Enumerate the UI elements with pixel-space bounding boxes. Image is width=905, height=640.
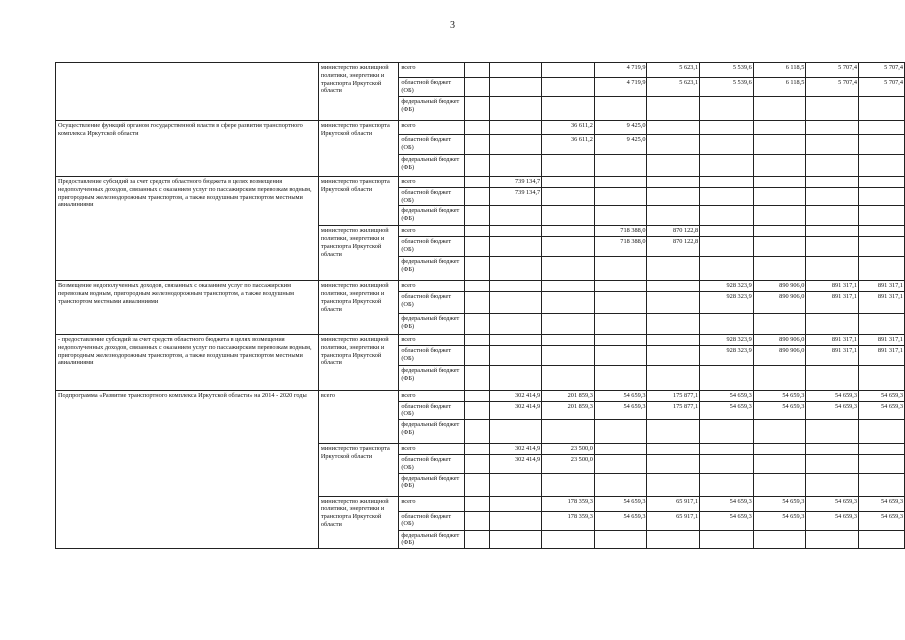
amount-cell — [700, 121, 754, 135]
amount-cell — [647, 206, 700, 226]
amount-cell: 178 359,3 — [542, 496, 595, 511]
amount-cell: 302 414,9 — [489, 454, 542, 473]
executor-cell: министерство жилищной политики, энергетики и транспорта Иркутской области — [318, 496, 398, 549]
funding-source-cell: всего — [399, 226, 465, 237]
funding-source-cell: всего — [399, 334, 465, 345]
amount-cell — [859, 444, 905, 455]
amount-cell: 4 719,9 — [594, 78, 647, 97]
amount-cell — [859, 187, 905, 206]
amount-cell — [594, 257, 647, 281]
funding-source-cell: областной бюджет (ОБ) — [399, 237, 465, 257]
amount-cell: 175 877,1 — [647, 390, 700, 401]
amount-cell — [700, 444, 754, 455]
amount-cell — [753, 237, 806, 257]
amount-cell — [647, 420, 700, 444]
funding-source-cell: всего — [399, 121, 465, 135]
amount-cell — [806, 530, 859, 549]
amount-cell: 5 623,1 — [647, 78, 700, 97]
amount-cell — [700, 177, 754, 188]
blank-cell — [465, 78, 489, 97]
amount-cell: 54 659,3 — [753, 401, 806, 420]
measure-description: Осуществление функций органом государственной власти в сфере развития транспортного комплекса Иркутской области — [56, 121, 319, 177]
amount-cell: 5 707,4 — [859, 78, 905, 97]
amount-cell — [753, 226, 806, 237]
amount-cell: 5 707,4 — [806, 63, 859, 78]
amount-cell: 928 323,9 — [700, 334, 754, 345]
amount-cell — [542, 97, 595, 121]
amount-cell: 36 611,2 — [542, 121, 595, 135]
amount-cell — [489, 78, 542, 97]
amount-cell — [753, 187, 806, 206]
funding-source-cell: федеральный бюджет (ФБ) — [399, 155, 465, 177]
amount-cell — [859, 420, 905, 444]
blank-cell — [465, 226, 489, 237]
amount-cell — [489, 291, 542, 313]
amount-cell — [489, 63, 542, 78]
amount-cell — [753, 177, 806, 188]
amount-cell — [542, 334, 595, 345]
amount-cell — [806, 257, 859, 281]
amount-cell — [647, 365, 700, 390]
blank-cell — [465, 313, 489, 334]
amount-cell: 54 659,3 — [806, 390, 859, 401]
table-row — [56, 121, 905, 135]
amount-cell — [806, 121, 859, 135]
amount-cell — [489, 97, 542, 121]
amount-cell: 36 611,2 — [542, 135, 595, 155]
amount-cell — [594, 291, 647, 313]
amount-cell — [542, 345, 595, 365]
amount-cell — [753, 97, 806, 121]
amount-cell — [700, 135, 754, 155]
amount-cell — [542, 365, 595, 390]
blank-cell — [465, 177, 489, 188]
blank-cell — [465, 257, 489, 281]
amount-cell: 890 906,0 — [753, 281, 806, 292]
amount-cell: 9 425,0 — [594, 135, 647, 155]
measure-description: Подпрограмма «Развитие транспортного комплекса Иркутской области» на 2014 - 2020 годы — [56, 390, 319, 548]
amount-cell: 65 917,1 — [647, 496, 700, 511]
amount-cell — [594, 206, 647, 226]
amount-cell — [594, 97, 647, 121]
amount-cell — [806, 177, 859, 188]
amount-cell — [700, 187, 754, 206]
executor-cell: министерство жилищной политики, энергетики и транспорта Иркутской области — [318, 281, 398, 335]
amount-cell: 718 388,0 — [594, 237, 647, 257]
amount-cell — [700, 237, 754, 257]
blank-cell — [465, 121, 489, 135]
blank-cell — [465, 444, 489, 455]
amount-cell: 4 719,9 — [594, 63, 647, 78]
amount-cell — [489, 257, 542, 281]
amount-cell — [542, 530, 595, 549]
funding-source-cell: областной бюджет (ОБ) — [399, 135, 465, 155]
amount-cell — [859, 97, 905, 121]
amount-cell: 739 134,7 — [489, 177, 542, 188]
amount-cell — [594, 155, 647, 177]
amount-cell: 5 623,1 — [647, 63, 700, 78]
amount-cell — [806, 226, 859, 237]
amount-cell — [489, 420, 542, 444]
funding-source-cell: областной бюджет (ОБ) — [399, 401, 465, 420]
amount-cell — [647, 444, 700, 455]
blank-cell — [465, 473, 489, 496]
amount-cell — [647, 187, 700, 206]
amount-cell: 54 659,3 — [700, 390, 754, 401]
amount-cell — [489, 226, 542, 237]
amount-cell — [700, 530, 754, 549]
amount-cell: 928 323,9 — [700, 345, 754, 365]
amount-cell — [647, 345, 700, 365]
amount-cell — [542, 155, 595, 177]
funding-source-cell: всего — [399, 177, 465, 188]
amount-cell — [753, 473, 806, 496]
amount-cell — [542, 63, 595, 78]
blank-cell — [465, 511, 489, 530]
funding-source-cell: федеральный бюджет (ФБ) — [399, 257, 465, 281]
amount-cell — [542, 206, 595, 226]
blank-cell — [465, 454, 489, 473]
amount-cell — [647, 177, 700, 188]
blank-cell — [465, 187, 489, 206]
funding-source-cell: федеральный бюджет (ФБ) — [399, 473, 465, 496]
amount-cell — [700, 155, 754, 177]
amount-cell: 54 659,3 — [594, 496, 647, 511]
table-row — [56, 281, 905, 292]
amount-cell — [859, 155, 905, 177]
executor-cell: министерство транспорта Иркутской области — [318, 177, 398, 226]
amount-cell — [700, 97, 754, 121]
amount-cell — [542, 281, 595, 292]
amount-cell — [489, 345, 542, 365]
amount-cell — [489, 135, 542, 155]
amount-cell: 890 906,0 — [753, 345, 806, 365]
amount-cell — [859, 226, 905, 237]
amount-cell: 54 659,3 — [753, 496, 806, 511]
amount-cell — [542, 237, 595, 257]
amount-cell: 54 659,3 — [806, 496, 859, 511]
amount-cell: 5 707,4 — [859, 63, 905, 78]
amount-cell — [753, 420, 806, 444]
funding-source-cell: всего — [399, 444, 465, 455]
amount-cell: 891 317,1 — [806, 291, 859, 313]
amount-cell — [489, 496, 542, 511]
amount-cell — [806, 444, 859, 455]
amount-cell — [542, 313, 595, 334]
amount-cell: 54 659,3 — [594, 511, 647, 530]
amount-cell: 891 317,1 — [806, 334, 859, 345]
funding-source-cell: федеральный бюджет (ФБ) — [399, 97, 465, 121]
amount-cell — [753, 530, 806, 549]
page-number: 3 — [450, 20, 455, 31]
amount-cell: 54 659,3 — [859, 390, 905, 401]
amount-cell — [489, 473, 542, 496]
amount-cell — [542, 257, 595, 281]
blank-cell — [465, 334, 489, 345]
amount-cell — [594, 187, 647, 206]
table-row — [56, 390, 905, 401]
amount-cell — [753, 365, 806, 390]
amount-cell: 65 917,1 — [647, 511, 700, 530]
amount-cell — [806, 135, 859, 155]
amount-cell: 54 659,3 — [859, 401, 905, 420]
amount-cell: 54 659,3 — [753, 390, 806, 401]
funding-source-cell: всего — [399, 390, 465, 401]
amount-cell — [806, 420, 859, 444]
amount-cell — [594, 281, 647, 292]
amount-cell: 201 859,3 — [542, 390, 595, 401]
executor-cell: министерство транспорта Иркутской области — [318, 121, 398, 177]
blank-cell — [465, 135, 489, 155]
amount-cell — [489, 334, 542, 345]
amount-cell — [594, 345, 647, 365]
amount-cell — [806, 473, 859, 496]
amount-cell — [489, 155, 542, 177]
amount-cell — [859, 454, 905, 473]
amount-cell — [647, 121, 700, 135]
funding-source-cell: областной бюджет (ОБ) — [399, 78, 465, 97]
amount-cell — [859, 257, 905, 281]
amount-cell: 5 707,4 — [806, 78, 859, 97]
amount-cell: 5 539,6 — [700, 63, 754, 78]
amount-cell: 870 122,8 — [647, 226, 700, 237]
amount-cell: 302 414,9 — [489, 444, 542, 455]
amount-cell: 6 118,5 — [753, 78, 806, 97]
blank-cell — [465, 496, 489, 511]
amount-cell — [594, 313, 647, 334]
amount-cell — [859, 313, 905, 334]
amount-cell — [859, 121, 905, 135]
amount-cell — [859, 237, 905, 257]
amount-cell: 739 134,7 — [489, 187, 542, 206]
amount-cell — [859, 177, 905, 188]
funding-source-cell: областной бюджет (ОБ) — [399, 454, 465, 473]
blank-cell — [465, 420, 489, 444]
amount-cell — [806, 237, 859, 257]
amount-cell: 302 414,9 — [489, 401, 542, 420]
blank-cell — [465, 530, 489, 549]
amount-cell: 178 359,3 — [542, 511, 595, 530]
amount-cell — [594, 530, 647, 549]
amount-cell — [542, 187, 595, 206]
blank-cell — [465, 345, 489, 365]
amount-cell: 23 500,0 — [542, 444, 595, 455]
funding-source-cell: всего — [399, 496, 465, 511]
executor-cell: министерство жилищной политики, энергетики и транспорта Иркутской области — [318, 226, 398, 281]
table-row — [56, 177, 905, 188]
amount-cell — [806, 187, 859, 206]
amount-cell: 891 317,1 — [806, 281, 859, 292]
amount-cell — [542, 177, 595, 188]
funding-source-cell: областной бюджет (ОБ) — [399, 187, 465, 206]
amount-cell — [594, 473, 647, 496]
amount-cell: 201 859,3 — [542, 401, 595, 420]
amount-cell — [489, 365, 542, 390]
blank-cell — [465, 237, 489, 257]
blank-cell — [465, 390, 489, 401]
amount-cell: 890 906,0 — [753, 334, 806, 345]
amount-cell — [753, 444, 806, 455]
amount-cell: 6 118,5 — [753, 63, 806, 78]
amount-cell — [647, 291, 700, 313]
amount-cell: 890 906,0 — [753, 291, 806, 313]
amount-cell: 23 500,0 — [542, 454, 595, 473]
amount-cell — [647, 281, 700, 292]
funding-source-cell: федеральный бюджет (ФБ) — [399, 530, 465, 549]
amount-cell: 9 425,0 — [594, 121, 647, 135]
amount-cell: 891 317,1 — [806, 345, 859, 365]
amount-cell — [542, 473, 595, 496]
funding-source-cell: федеральный бюджет (ФБ) — [399, 420, 465, 444]
measure-description — [56, 63, 319, 121]
amount-cell: 928 323,9 — [700, 281, 754, 292]
amount-cell — [700, 206, 754, 226]
amount-cell — [647, 155, 700, 177]
amount-cell — [647, 257, 700, 281]
amount-cell — [700, 313, 754, 334]
amount-cell: 175 877,1 — [647, 401, 700, 420]
amount-cell: 718 388,0 — [594, 226, 647, 237]
amount-cell — [753, 313, 806, 334]
amount-cell — [700, 365, 754, 390]
executor-cell: всего — [318, 390, 398, 443]
funding-source-cell: областной бюджет (ОБ) — [399, 345, 465, 365]
amount-cell — [806, 365, 859, 390]
amount-cell: 54 659,3 — [806, 511, 859, 530]
amount-cell — [806, 313, 859, 334]
amount-cell — [859, 135, 905, 155]
amount-cell: 891 317,1 — [859, 281, 905, 292]
amount-cell — [806, 206, 859, 226]
amount-cell — [753, 121, 806, 135]
measure-description: - предоставление субсидий за счет средств областного бюджета в целях возмещения недополученных доходов, связанных с оказанием услуг по пассажирским перевозкам водным, пригородным железнодорожным транспортом, а также воздушным транспортом местными авиалиниями — [56, 334, 319, 390]
amount-cell: 54 659,3 — [700, 511, 754, 530]
amount-cell: 302 414,9 — [489, 390, 542, 401]
amount-cell — [594, 334, 647, 345]
amount-cell — [753, 257, 806, 281]
executor-cell: министерство жилищной политики, энергетики и транспорта Иркутской области — [318, 334, 398, 390]
amount-cell — [647, 97, 700, 121]
amount-cell — [647, 135, 700, 155]
amount-cell — [700, 226, 754, 237]
amount-cell: 54 659,3 — [700, 401, 754, 420]
amount-cell — [806, 155, 859, 177]
amount-cell: 54 659,3 — [594, 401, 647, 420]
amount-cell — [700, 454, 754, 473]
blank-cell — [465, 97, 489, 121]
amount-cell — [542, 226, 595, 237]
budget-table — [55, 62, 905, 549]
amount-cell — [489, 281, 542, 292]
amount-cell: 54 659,3 — [594, 390, 647, 401]
blank-cell — [465, 401, 489, 420]
amount-cell — [489, 206, 542, 226]
measure-description: Предоставление субсидий за счет средств областного бюджета в целях возмещения недополученных доходов, связанных с оказанием услуг по пассажирским перевозкам водным, пригородным железнодорожным транспортом, а также воздушным транспортом местными авиалиниями — [56, 177, 319, 281]
amount-cell — [647, 454, 700, 473]
amount-cell: 54 659,3 — [700, 496, 754, 511]
executor-cell: министерство транспорта Иркутской области — [318, 444, 398, 496]
funding-source-cell: всего — [399, 63, 465, 78]
blank-cell — [465, 281, 489, 292]
amount-cell — [542, 420, 595, 444]
amount-cell — [647, 530, 700, 549]
amount-cell: 870 122,8 — [647, 237, 700, 257]
amount-cell: 928 323,9 — [700, 291, 754, 313]
amount-cell: 891 317,1 — [859, 334, 905, 345]
funding-source-cell: федеральный бюджет (ФБ) — [399, 313, 465, 334]
amount-cell — [594, 420, 647, 444]
amount-cell — [647, 334, 700, 345]
amount-cell — [489, 530, 542, 549]
amount-cell — [859, 365, 905, 390]
amount-cell — [647, 313, 700, 334]
amount-cell: 891 317,1 — [859, 345, 905, 365]
amount-cell — [859, 530, 905, 549]
funding-source-cell: федеральный бюджет (ФБ) — [399, 206, 465, 226]
amount-cell — [700, 257, 754, 281]
amount-cell — [859, 206, 905, 226]
funding-source-cell: областной бюджет (ОБ) — [399, 511, 465, 530]
amount-cell — [542, 78, 595, 97]
table-row — [56, 334, 905, 345]
measure-description: Возмещение недополученных доходов, связанных с оказанием услуг по пассажирским перевозкам водным, пригородным железнодорожным транспортом, а также воздушным транспортом местными авиалиниями — [56, 281, 319, 335]
amount-cell — [594, 177, 647, 188]
amount-cell — [753, 135, 806, 155]
amount-cell — [594, 444, 647, 455]
amount-cell — [753, 155, 806, 177]
amount-cell — [489, 237, 542, 257]
amount-cell: 891 317,1 — [859, 291, 905, 313]
amount-cell — [647, 473, 700, 496]
funding-source-cell: областной бюджет (ОБ) — [399, 291, 465, 313]
executor-cell: министерство жилищной политики, энергетики и транспорта Иркутской области — [318, 63, 398, 121]
amount-cell — [806, 454, 859, 473]
amount-cell — [489, 313, 542, 334]
blank-cell — [465, 155, 489, 177]
amount-cell — [859, 473, 905, 496]
amount-cell: 5 539,6 — [700, 78, 754, 97]
amount-cell — [700, 420, 754, 444]
amount-cell: 54 659,3 — [806, 401, 859, 420]
amount-cell — [594, 454, 647, 473]
amount-cell — [542, 291, 595, 313]
amount-cell — [753, 454, 806, 473]
funding-source-cell: федеральный бюджет (ФБ) — [399, 365, 465, 390]
table-row — [56, 63, 905, 78]
amount-cell — [489, 511, 542, 530]
blank-cell — [465, 206, 489, 226]
amount-cell — [489, 121, 542, 135]
blank-cell — [465, 63, 489, 78]
amount-cell: 54 659,3 — [859, 511, 905, 530]
funding-source-cell: всего — [399, 281, 465, 292]
blank-cell — [465, 365, 489, 390]
amount-cell — [753, 206, 806, 226]
amount-cell — [806, 97, 859, 121]
amount-cell: 54 659,3 — [753, 511, 806, 530]
blank-cell — [465, 291, 489, 313]
amount-cell: 54 659,3 — [859, 496, 905, 511]
amount-cell — [594, 365, 647, 390]
amount-cell — [700, 473, 754, 496]
